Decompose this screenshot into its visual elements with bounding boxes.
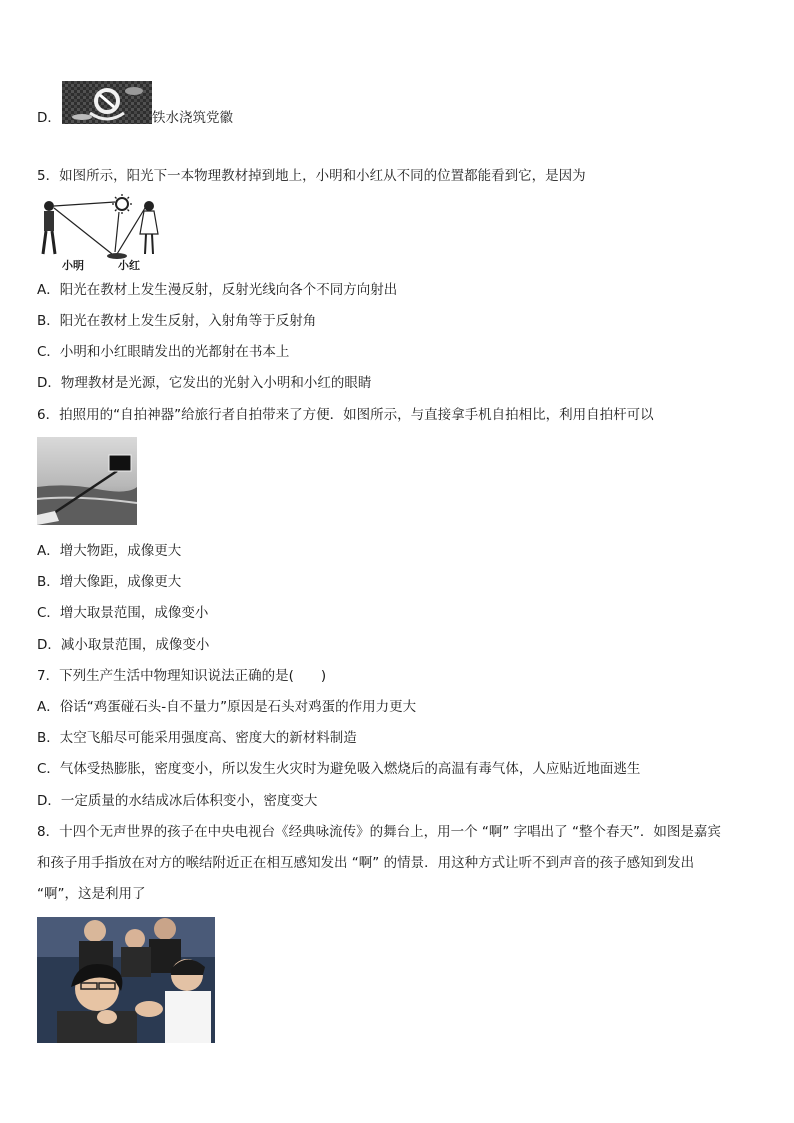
option-c: C．小明和小红眼睛发出的光都射在书本上 <box>37 344 290 360</box>
question-8-stem-line-2: 和孩子用手指放在对方的喉结附近正在相互感知发出 “啊” 的情景．用这种方式让听不到声音的孩子感知到发出 <box>37 855 695 871</box>
question-7-stem: 7．下列生产生活中物理知识说法正确的是( ) <box>37 668 327 684</box>
selfie-stick-photo <box>37 437 137 525</box>
question-6-stem: 6．拍照用的“自拍神器”给旅行者自拍带来了方便．如图所示，与直接拿手机自拍相比，利用自拍杆可以 <box>37 407 654 423</box>
figure-label-xiaohong: 小红 <box>118 259 140 272</box>
party-emblem-photo <box>62 81 152 124</box>
question-8-stem-line-3: “啊”，这是利用了 <box>37 886 146 902</box>
reflection-figure <box>37 192 167 272</box>
question-5-stem: 5．如图所示，阳光下一本物理教材掉到地上，小明和小红从不同的位置都能看到它，是因为 <box>37 168 586 184</box>
figure-label-xiaoming: 小明 <box>62 259 84 272</box>
option-b: B．阳光在教材上发生反射，入射角等于反射角 <box>37 313 317 329</box>
option-c: C．气体受热膨胀，密度变小，所以发生火灾时为避免吸入燃烧后的高温有毒气体，人应贴近地面逃生 <box>37 761 641 777</box>
option-a: A．俗话“鸡蛋碰石头-自不量力”原因是石头对鸡蛋的作用力更大 <box>37 699 417 715</box>
option-b: B．太空飞船尽可能采用强度高、密度大的新材料制造 <box>37 730 357 746</box>
option-caption: 铁水浇筑党徽 <box>152 110 233 126</box>
option-d: D．物理教材是光源，它发出的光射入小明和小红的眼睛 <box>37 375 372 391</box>
option-b: B．增大像距，成像更大 <box>37 574 182 590</box>
option-label: D． <box>37 110 61 126</box>
option-c: C．增大取景范围，成像变小 <box>37 605 209 621</box>
option-a: A．阳光在教材上发生漫反射，反射光线向各个不同方向射出 <box>37 282 398 298</box>
question-8-stem-line-1: 8．十四个无声世界的孩子在中央电视台《经典咏流传》的舞台上，用一个 “啊” 字唱出了 “整个春天”．如图是嘉宾 <box>37 824 721 840</box>
option-d: D．一定质量的水结成冰后体积变小，密度变大 <box>37 793 318 809</box>
option-a: A．增大物距，成像更大 <box>37 543 182 559</box>
stage-photo <box>37 917 215 1043</box>
option-d: D．减小取景范围，成像变小 <box>37 637 210 653</box>
